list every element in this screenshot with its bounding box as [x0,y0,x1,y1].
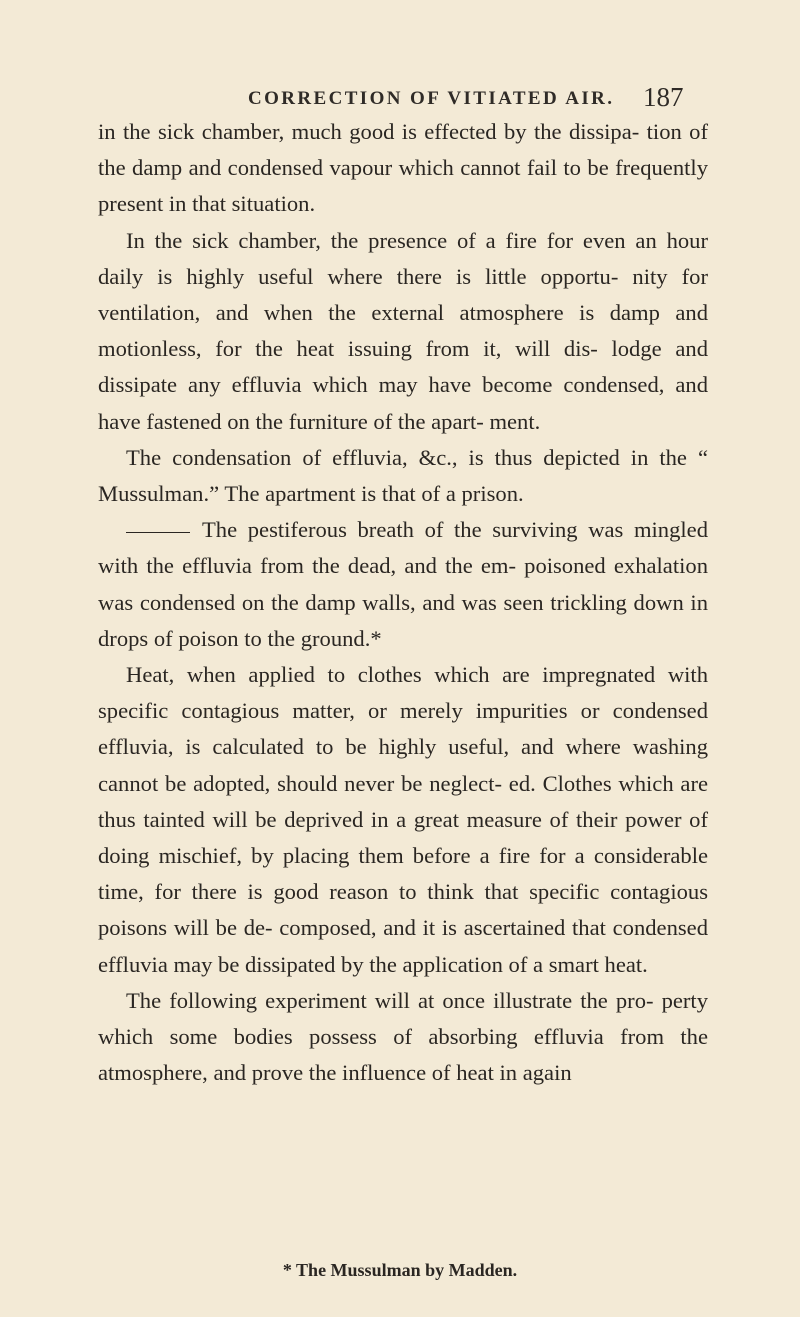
page-number: 187 [643,82,684,112]
paragraph-1: in the sick chamber, much good is effected by the dissipa- tion of the damp and condensed vapour which cannot fail to be frequently present in that situation. [98,119,708,217]
paragraph-2: In the sick chamber, the presence of a fire for even an hour daily is highly useful where there is little opportu- nity for ventilation, and when the external atmosphere is damp and motionless, for the heat issuing from it, will dis- lodge and dissipate any effluvia which may have become condensed, and have fastened on the furniture of the apart- ment. [98,227,708,434]
paragraph-3: The condensation of effluvia, &c., is thus depicted in the “ Mussulman.” The apartment is that of a prison. [98,444,708,507]
paragraph-3-quote [98,512,708,657]
quote-text: The pestiferous breath of the surviving was mingled with the effluvia from the dead, and the em- poisoned exhalation was condensed on the damp walls, and was seen trickling down in drops of poison to the ground.* [98,517,708,651]
page-header [0,84,800,114]
paragraph-5: The following experiment will at once illustrate the pro- perty which some bodies possess of absorbing effluvia from the atmosphere, and prove the influence of heat in again [98,987,708,1086]
body-text [98,114,708,1091]
paragraph-4: Heat, when applied to clothes which are impregnated with specific contagious matter, or merely impurities or condensed effluvia, is calculated to be highly useful, and where washing cannot be adopted, should never be neglect- ed. Clothes which are thus tainted will be deprived in a great measure of their power of doing mischief, by placing them before a fire for a considerable time, for there is good reason to think that specific contagious poisons will be de- composed, and it is ascertained that condensed effluvia may be dissipated by the application of a smart heat. [98,662,708,977]
em-dash-rule [126,532,190,533]
footnote: * The Mussulman by Madden. [282,1260,518,1280]
running-head: CORRECTION OF VITIATED AIR. [248,88,615,109]
